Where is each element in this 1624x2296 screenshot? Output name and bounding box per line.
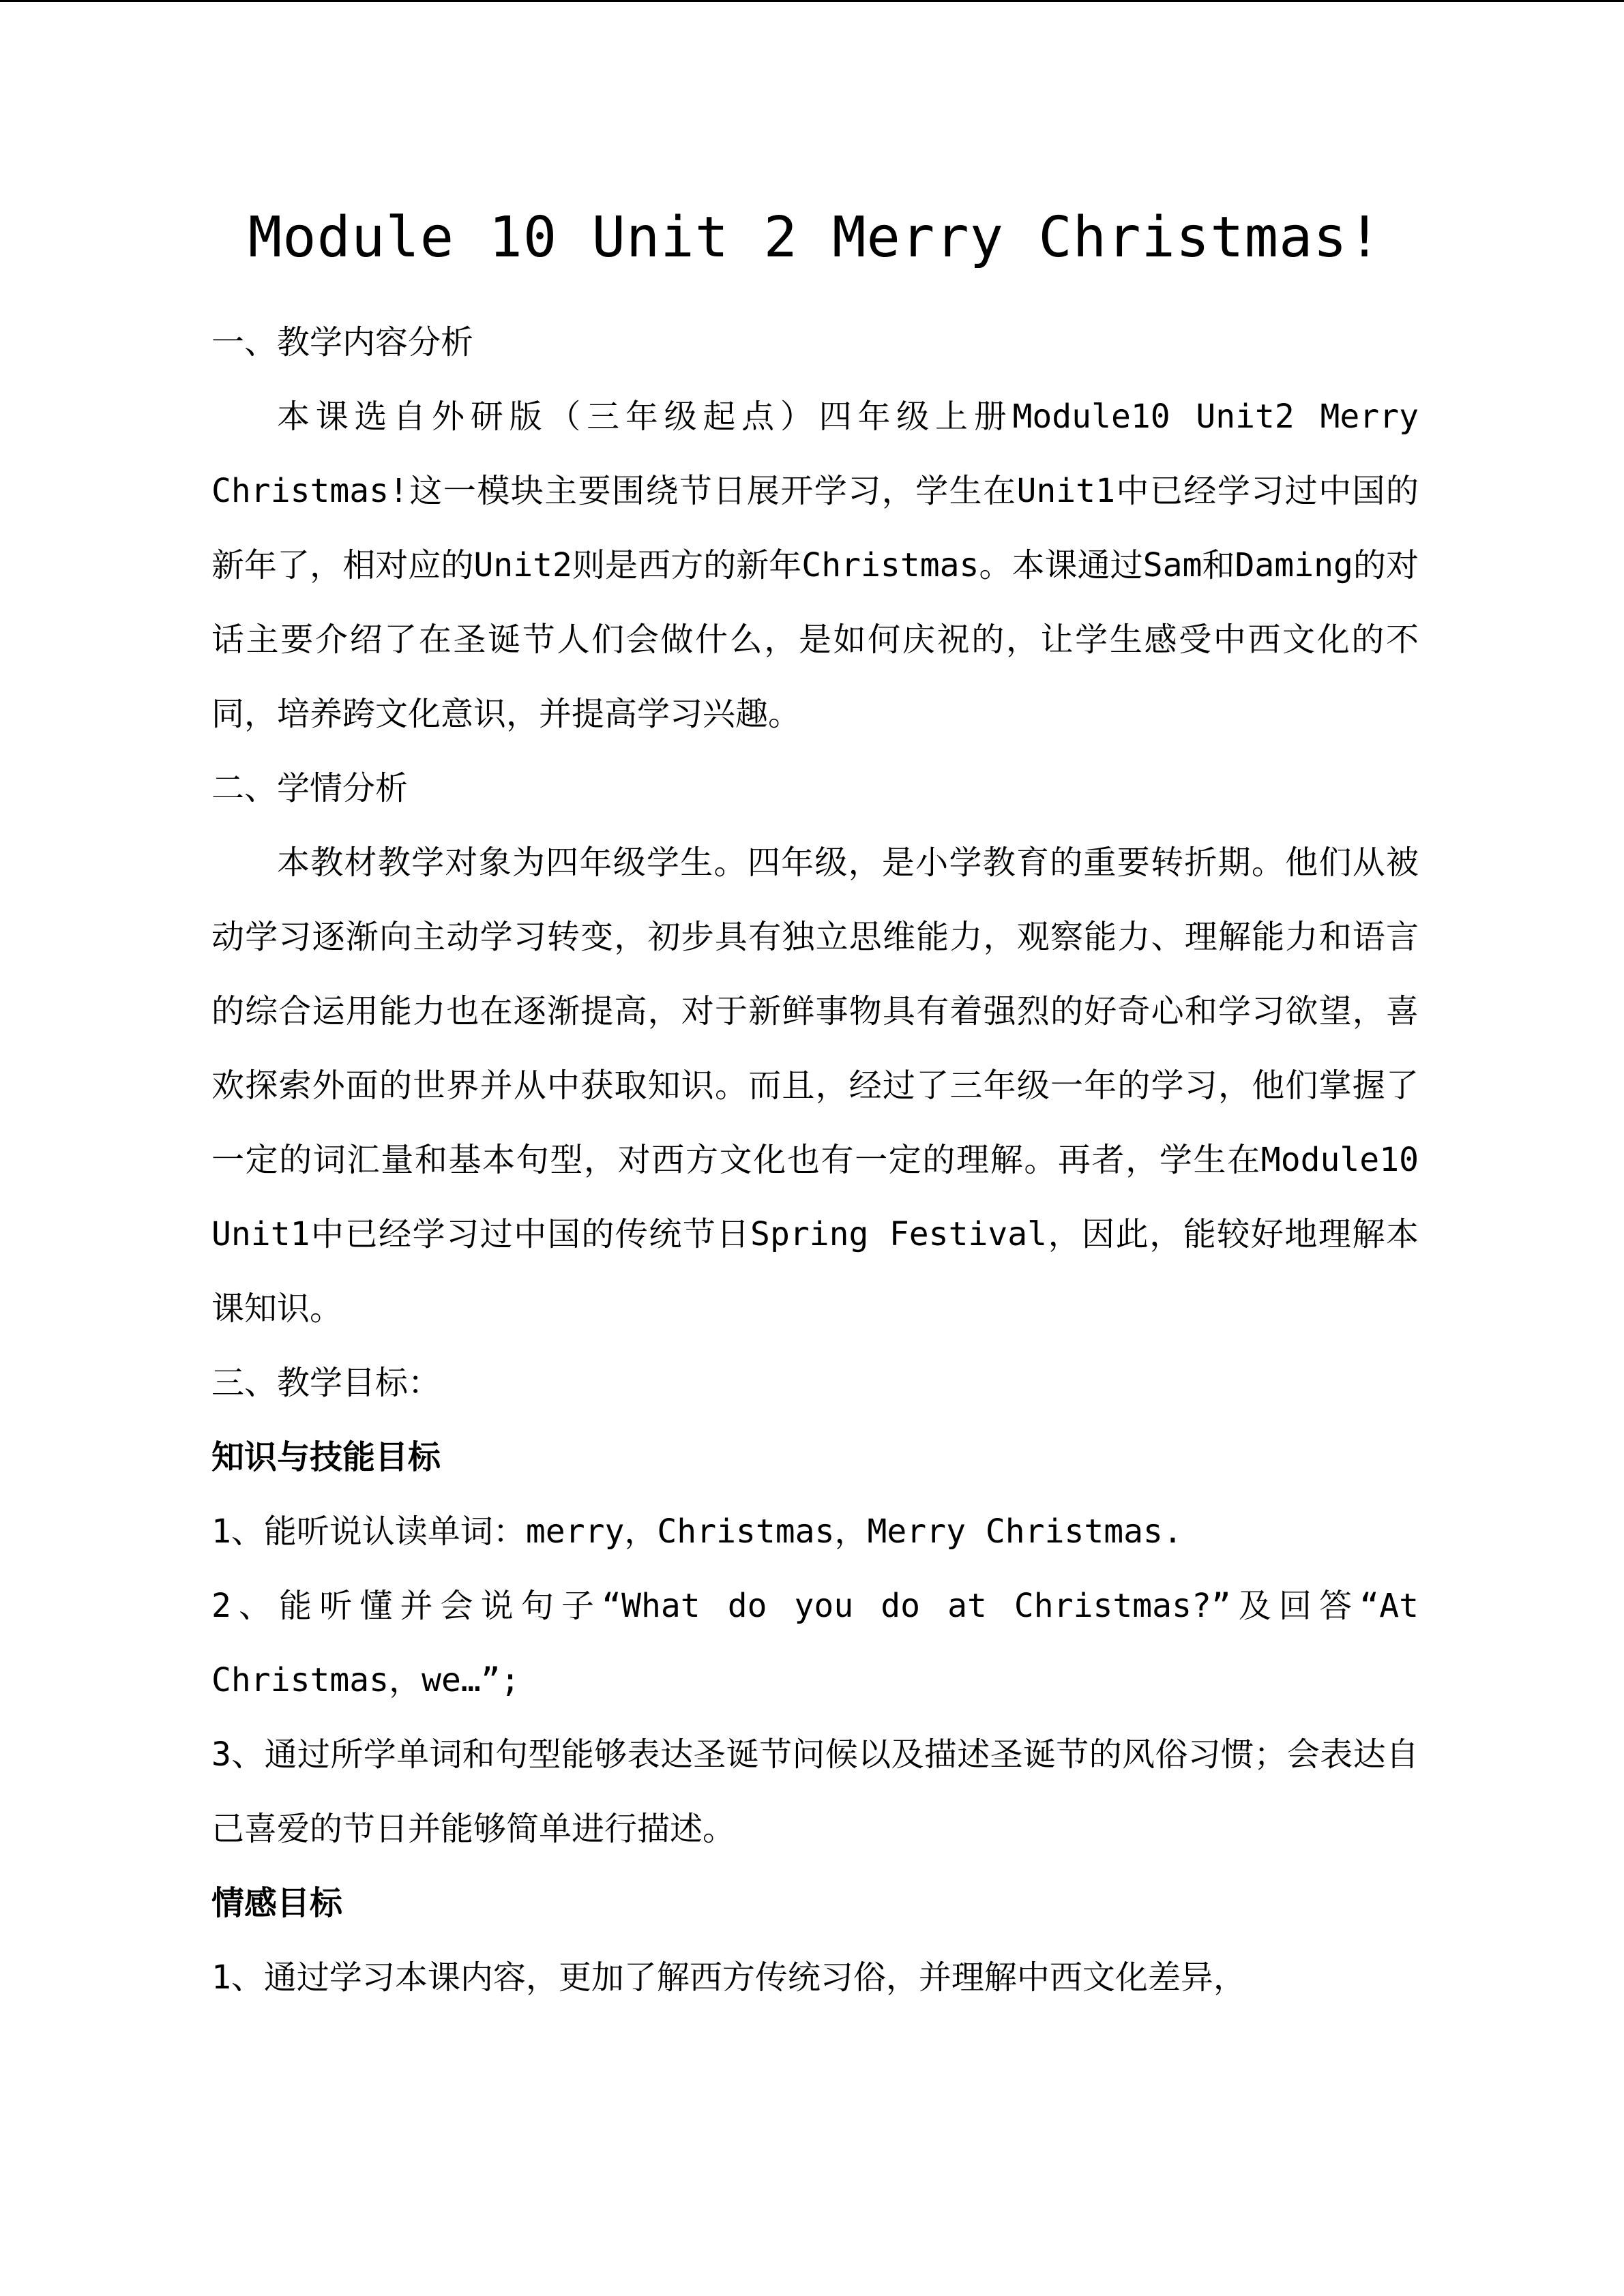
knowledge-goal-item: 2、能听懂并会说句子“What do you do at Christmas?”及回答“At Christmas，we…”; (211, 1587, 1419, 1700)
section-heading-teaching-goals: 三、教学目标： (211, 1364, 441, 1403)
document-page (211, 205, 1419, 2015)
section-paragraph-content-analysis: 本课选自外研版（三年级起点）四年级上册Module10 Unit2 Merry Christmas!这一模块主要围绕节日展开学习，学生在Unit1中已经学习过中国的新年了，相对应的Unit2则是西方的新年Christmas。本课通过Sam和Daming的对话主要介绍了在圣诞节人们会做什么，是如何庆祝的，让学生感受中西文化的不同，培养跨文化意识，并提高学习兴趣。 (211, 398, 1419, 734)
knowledge-goal-item: 3、通过所学单词和句型能够表达圣诞节问候以及描述圣诞节的风俗习惯；会表达自己喜爱的节日并能够简单进行描述。 (211, 1735, 1419, 1849)
section-paragraph-student-analysis: 本教材教学对象为四年级学生。四年级，是小学教育的重要转折期。他们从被动学习逐渐向主动学习转变，初步具有独立思维能力，观察能力、理解能力和语言的综合运用能力也在逐渐提高，对于新鲜事物具有着强烈的好奇心和学习欲望，喜欢探索外面的世界并从中获取知识。而且，经过了三年级一年的学习，他们掌握了一定的词汇量和基本句型，对西方文化也有一定的理解。再者，学生在Module10 Unit1中已经学习过中国的传统节日Spring Festival，因此，能较好地理解本课知识。 (211, 844, 1419, 1328)
section-heading-content-analysis: 一、教学内容分析 (211, 323, 474, 362)
document-title: Module 10 Unit 2 Merry Christmas! (248, 205, 1383, 270)
emotion-goal-item: 1、通过学习本课内容，更加了解西方传统习俗，并理解中西文化差异， (211, 1958, 1246, 1997)
section-heading-student-analysis: 二、学情分析 (211, 769, 409, 808)
knowledge-goals-heading: 知识与技能目标 (211, 1438, 441, 1477)
top-border-line (0, 0, 1624, 2)
knowledge-goal-item: 1、能听说认读单词：merry，Christmas，Merry Christmas. (211, 1512, 1183, 1551)
emotion-goals-heading: 情感目标 (211, 1884, 343, 1923)
